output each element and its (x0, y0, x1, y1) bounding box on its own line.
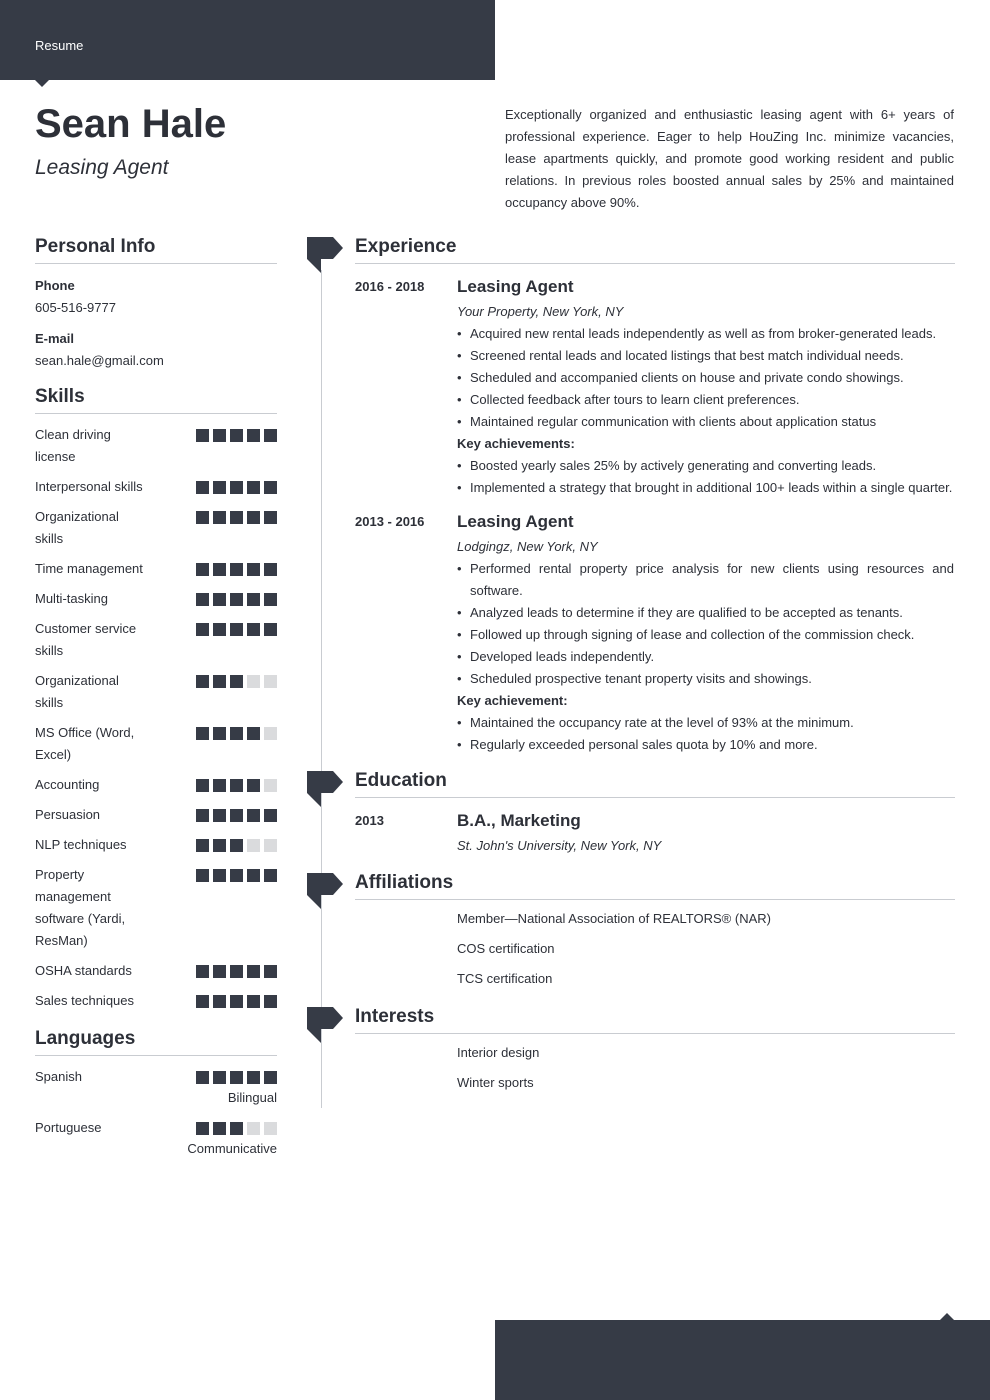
job-company: Lodgingz, New York, NY (457, 539, 598, 554)
rating-dot (213, 481, 226, 494)
duty-item: • Followed up through signing of lease and collection of the commission check. (457, 624, 954, 646)
section-flag-icon (307, 237, 344, 275)
rating-dot (230, 727, 243, 740)
rating-dot (247, 481, 260, 494)
language-item (35, 1117, 277, 1158)
duty-item: • Scheduled and accompanied clients on house and private condo showings. (457, 367, 954, 389)
rating-dot (196, 869, 209, 882)
rating-dot (230, 623, 243, 636)
rating-dot (247, 727, 260, 740)
email-value: sean.hale@gmail.com (35, 353, 164, 368)
duty-item: • Developed leads independently. (457, 646, 954, 668)
profile-summary: Exceptionally organized and enthusiastic leasing agent with 6+ years of professional experience. Eager to help HouZing Inc. minimize vacancies, lease apartments quickly, and promote good working resident and public relations. In previous roles boosted annual sales by 25% and maintained occupancy above 90%. (505, 107, 954, 210)
skill-name: Interpersonal skills (35, 479, 143, 494)
education-section (355, 770, 955, 857)
skill-item (35, 774, 277, 796)
rating-dot (196, 511, 209, 524)
rating-dot (213, 675, 226, 688)
rating-dot (230, 429, 243, 442)
rating-dot (247, 809, 260, 822)
skill-item (35, 960, 277, 982)
rating-dot (213, 623, 226, 636)
rating-dot (213, 995, 226, 1008)
languages-title: Languages (35, 1028, 277, 1056)
interest-item: Interior design (457, 1045, 540, 1060)
rating-dots (196, 429, 277, 442)
job-body (457, 511, 954, 756)
achievement-item: • Regularly exceeded personal sales quota by 10% and more. (457, 734, 954, 756)
rating-dot (230, 779, 243, 792)
rating-dot (196, 779, 209, 792)
skill-name: Accounting (35, 777, 100, 792)
affiliations-section (355, 872, 955, 998)
top-banner (0, 0, 495, 80)
skill-name: Property management software (Yardi, ResMan) (35, 867, 126, 948)
rating-dot (230, 809, 243, 822)
rating-dot (196, 809, 209, 822)
skill-name: NLP techniques (35, 837, 127, 852)
interests-list (355, 1042, 955, 1094)
rating-dots (196, 965, 277, 978)
rating-dot (213, 429, 226, 442)
skill-item (35, 618, 277, 662)
rating-dots (196, 593, 277, 606)
rating-dot (247, 563, 260, 576)
rating-dot (264, 1071, 277, 1084)
rating-dot (230, 563, 243, 576)
duty-item: • Scheduled prospective tenant property visits and showings. (457, 668, 954, 690)
skill-item (35, 804, 277, 826)
experience-section (355, 236, 955, 756)
skill-name: Multi-tasking (35, 591, 108, 606)
affiliation-item: Member—National Association of REALTORS® (NAR) (457, 911, 771, 926)
language-name: Portuguese (35, 1120, 102, 1135)
degree: B.A., Marketing (457, 811, 581, 830)
rating-dot (247, 1071, 260, 1084)
rating-dot (213, 779, 226, 792)
rating-dot (264, 675, 277, 688)
rating-dot (196, 965, 209, 978)
achievements-list (457, 455, 954, 499)
skill-name: MS Office (Word, Excel) (35, 725, 135, 762)
rating-dot (264, 593, 277, 606)
skill-item (35, 834, 277, 856)
skill-item (35, 506, 277, 550)
banner-notch (35, 80, 49, 87)
job-title: Leasing Agent (457, 512, 574, 531)
language-row (35, 1117, 277, 1139)
rating-dot (230, 965, 243, 978)
skill-item (35, 588, 277, 610)
rating-dot (230, 839, 243, 852)
rating-dot (264, 839, 277, 852)
rating-dots (196, 1071, 277, 1084)
skill-name: Clean driving license (35, 427, 111, 464)
duty-item: • Performed rental property price analysis for new clients using resources and software. (457, 558, 954, 602)
rating-dot (230, 1122, 243, 1135)
rating-dots (196, 1122, 277, 1135)
rating-dot (230, 481, 243, 494)
rating-dot (247, 839, 260, 852)
rating-dot (196, 839, 209, 852)
email-label: E-mail (35, 331, 75, 346)
rating-dots (196, 995, 277, 1008)
language-name: Spanish (35, 1069, 82, 1084)
rating-dot (213, 727, 226, 740)
skill-item (35, 990, 277, 1012)
rating-dot (196, 727, 209, 740)
skill-name: OSHA standards (35, 963, 132, 978)
rating-dot (247, 1122, 260, 1135)
candidate-name: Sean Hale (35, 102, 227, 146)
rating-dot (247, 511, 260, 524)
interests-title: Interests (355, 1006, 955, 1034)
rating-dots (196, 727, 277, 740)
languages-list (35, 1066, 277, 1158)
skill-item (35, 558, 277, 580)
section-flag-icon (307, 771, 344, 809)
rating-dot (264, 481, 277, 494)
rating-dot (196, 1122, 209, 1135)
rating-dot (264, 623, 277, 636)
school: St. John's University, New York, NY (457, 838, 662, 853)
resume-label: Resume (35, 38, 84, 53)
phone-label: Phone (35, 278, 75, 293)
job-date: 2016 - 2018 (355, 279, 425, 294)
bottom-banner (495, 1320, 990, 1400)
left-column (35, 236, 277, 1158)
rating-dot (230, 511, 243, 524)
rating-dot (196, 995, 209, 1008)
duties-list (457, 558, 954, 690)
rating-dot (213, 593, 226, 606)
language-item (35, 1066, 277, 1107)
rating-dot (213, 869, 226, 882)
rating-dot (264, 727, 277, 740)
rating-dot (213, 511, 226, 524)
affiliation-item: COS certification (457, 941, 555, 956)
rating-dot (247, 779, 260, 792)
language-row (35, 1066, 277, 1088)
rating-dot (264, 809, 277, 822)
skill-name: Organizational skills (35, 673, 119, 710)
rating-dot (264, 563, 277, 576)
rating-dot (213, 1122, 226, 1135)
achievements-label: Key achievement: (457, 693, 568, 708)
rating-dots (196, 511, 277, 524)
rating-dot (213, 1071, 226, 1084)
skill-name: Customer service skills (35, 621, 137, 658)
section-flag-icon (307, 873, 344, 911)
duty-item: • Acquired new rental leads independently as well as from broker-generated leads. (457, 323, 954, 345)
achievements-label: Key achievements: (457, 436, 575, 451)
language-level: Bilingual (227, 1090, 277, 1105)
rating-dot (196, 563, 209, 576)
banner-notch (940, 1313, 954, 1320)
affiliation-item: TCS certification (457, 971, 553, 986)
skill-name: Sales techniques (35, 993, 135, 1008)
timeline-line (321, 270, 322, 1108)
rating-dot (196, 623, 209, 636)
rating-dots (196, 563, 277, 576)
language-level: Communicative (187, 1141, 277, 1156)
rating-dot (230, 1071, 243, 1084)
job-title: Leasing Agent (457, 277, 574, 296)
rating-dot (264, 995, 277, 1008)
rating-dot (230, 675, 243, 688)
rating-dot (264, 869, 277, 882)
rating-dot (247, 593, 260, 606)
achievements-list (457, 712, 954, 756)
interest-item: Winter sports (457, 1075, 534, 1090)
rating-dots (196, 869, 277, 882)
rating-dot (213, 563, 226, 576)
rating-dot (230, 995, 243, 1008)
rating-dot (213, 965, 226, 978)
affiliations-title: Affiliations (355, 872, 955, 900)
rating-dots (196, 779, 277, 792)
rating-dot (196, 1071, 209, 1084)
skills-list (35, 424, 277, 1012)
rating-dot (264, 1122, 277, 1135)
rating-dots (196, 675, 277, 688)
education-entry (355, 810, 955, 857)
job-body (457, 276, 954, 499)
rating-dot (230, 593, 243, 606)
skill-item (35, 722, 277, 766)
rating-dot (196, 429, 209, 442)
rating-dots (196, 839, 277, 852)
skill-item (35, 476, 277, 498)
jobs-list (355, 276, 955, 756)
job-entry (355, 276, 955, 499)
skill-item (35, 864, 277, 952)
skills-title: Skills (35, 386, 277, 414)
rating-dots (196, 481, 277, 494)
phone-value: 605-516-9777 (35, 300, 116, 315)
rating-dot (196, 675, 209, 688)
rating-dot (230, 869, 243, 882)
achievement-item: • Implemented a strategy that brought in additional 100+ leads within a single quarter. (457, 477, 954, 499)
duty-item: • Screened rental leads and located listings that best match individual needs. (457, 345, 954, 367)
rating-dot (213, 809, 226, 822)
skill-item (35, 670, 277, 714)
rating-dot (196, 481, 209, 494)
duty-item: • Collected feedback after tours to learn client preferences. (457, 389, 954, 411)
education-date: 2013 (355, 813, 384, 828)
candidate-role: Leasing Agent (35, 156, 169, 179)
rating-dot (213, 839, 226, 852)
duty-item: • Analyzed leads to determine if they are qualified to be accepted as tenants. (457, 602, 954, 624)
rating-dot (196, 593, 209, 606)
achievement-item: • Boosted yearly sales 25% by actively generating and converting leads. (457, 455, 954, 477)
job-date: 2013 - 2016 (355, 514, 425, 529)
section-flag-icon (307, 1007, 344, 1045)
skill-name: Persuasion (35, 807, 101, 822)
rating-dot (247, 869, 260, 882)
interests-section (355, 1006, 955, 1102)
skill-name: Organizational skills (35, 509, 119, 546)
personal-info-title: Personal Info (35, 236, 277, 264)
rating-dot (247, 623, 260, 636)
rating-dot (247, 995, 260, 1008)
experience-title: Experience (355, 236, 955, 264)
education-title: Education (355, 770, 955, 798)
rating-dots (196, 809, 277, 822)
rating-dot (264, 511, 277, 524)
job-company: Your Property, New York, NY (457, 304, 624, 319)
achievement-item: • Maintained the occupancy rate at the level of 93% at the minimum. (457, 712, 954, 734)
affiliations-list (355, 908, 955, 990)
skill-item (35, 424, 277, 468)
rating-dot (264, 779, 277, 792)
rating-dot (264, 429, 277, 442)
duties-list (457, 323, 954, 433)
duty-item: • Maintained regular communication with clients about application status (457, 411, 954, 433)
rating-dot (247, 429, 260, 442)
rating-dots (196, 623, 277, 636)
skill-name: Time management (35, 561, 143, 576)
rating-dot (247, 675, 260, 688)
job-entry (355, 511, 955, 756)
rating-dot (264, 965, 277, 978)
rating-dot (247, 965, 260, 978)
